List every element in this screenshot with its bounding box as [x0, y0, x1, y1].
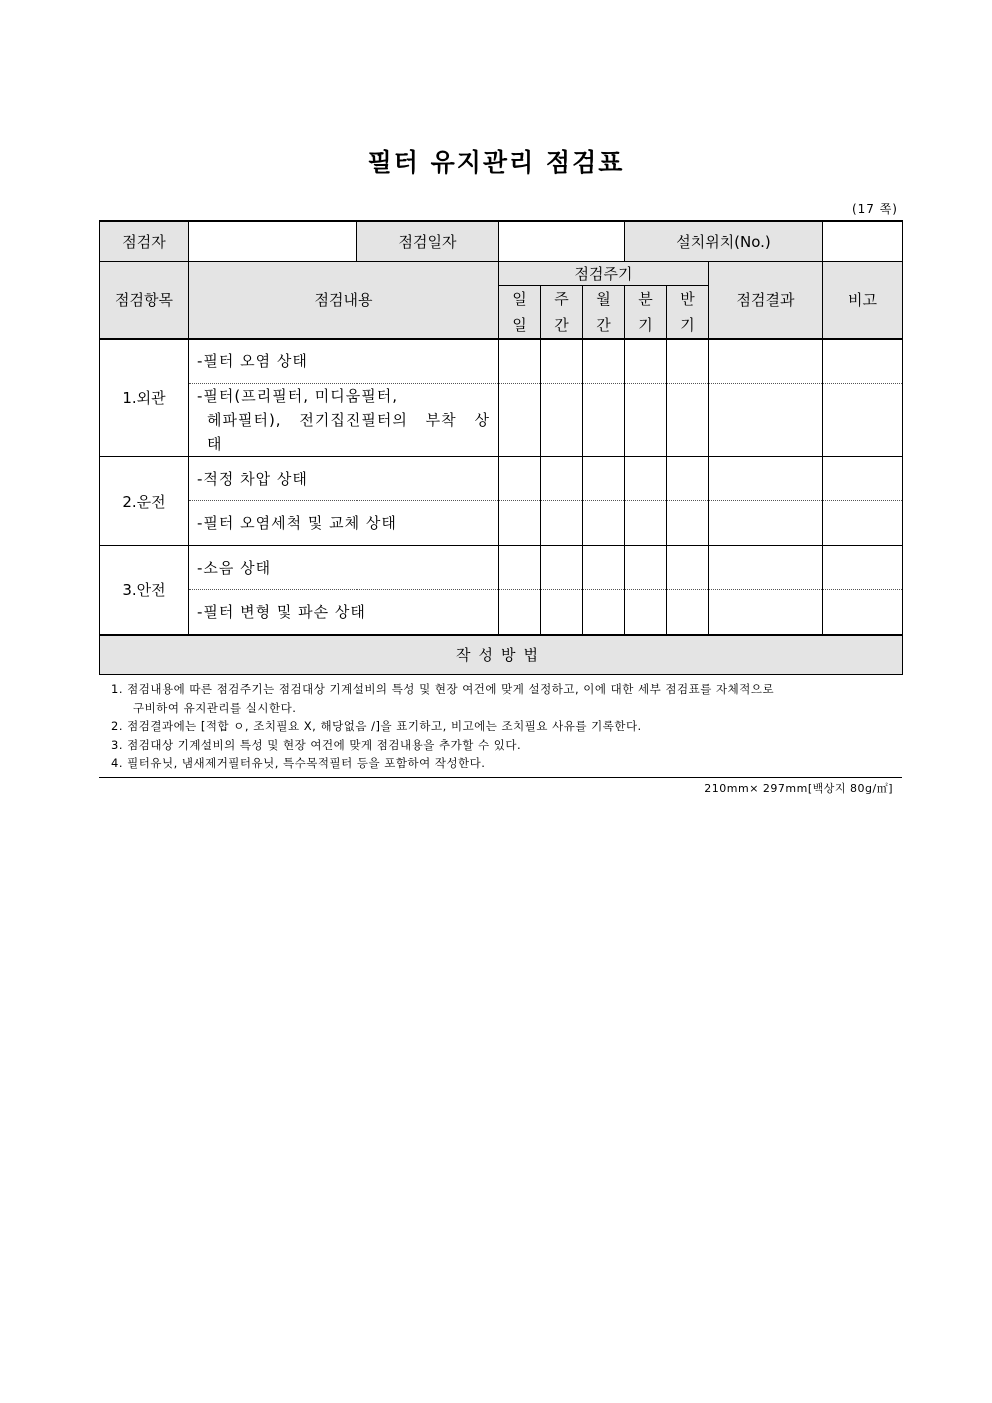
- cell-weekly[interactable]: [541, 546, 583, 590]
- note-3: 3. 점검대상 기계설비의 특성 및 현장 여건에 맞게 점검내용을 추가할 수 있다.: [111, 737, 522, 752]
- note-4: 4. 필터유닛, 냄새제거필터유닛, 특수목적필터 등을 포함하여 작성한다.: [111, 756, 486, 770]
- location-field[interactable]: [823, 221, 903, 261]
- cell-result[interactable]: [709, 501, 823, 546]
- date-field[interactable]: [499, 221, 625, 261]
- cell-result[interactable]: [709, 339, 823, 384]
- cell-weekly[interactable]: [541, 590, 583, 635]
- check-content: -소음 상태: [189, 546, 499, 590]
- cell-remarks[interactable]: [823, 384, 903, 457]
- notes: [111, 680, 901, 773]
- cell-weekly[interactable]: [541, 339, 583, 384]
- cell-result[interactable]: [709, 384, 823, 457]
- note-1-cont: 구비하여 유지관리를 실시한다.: [133, 700, 297, 715]
- section-name: 3.안전: [100, 546, 189, 635]
- cell-daily[interactable]: [499, 590, 541, 635]
- col-cycle-daily: 일 일: [499, 285, 541, 339]
- col-cycle-header: 점검주기: [499, 261, 709, 285]
- check-content: -필터 오염 상태: [189, 339, 499, 384]
- col-content-header: 점검내용: [189, 261, 499, 339]
- cell-quarterly[interactable]: [625, 546, 667, 590]
- cell-result[interactable]: [709, 590, 823, 635]
- cell-remarks[interactable]: [823, 339, 903, 384]
- cell-monthly[interactable]: [583, 546, 625, 590]
- cell-daily[interactable]: [499, 546, 541, 590]
- inspector-label: 점검자: [100, 221, 189, 261]
- cell-half[interactable]: [667, 339, 709, 384]
- cell-result[interactable]: [709, 546, 823, 590]
- method-title: 작성방법: [100, 635, 903, 675]
- cell-result[interactable]: [709, 457, 823, 501]
- col-result-header: 점검결과: [709, 261, 823, 339]
- col-cycle-monthly: 월 간: [583, 285, 625, 339]
- cell-monthly[interactable]: [583, 501, 625, 546]
- section-name: 2.운전: [100, 457, 189, 546]
- cell-half[interactable]: [667, 457, 709, 501]
- col-cycle-quarterly: 분 기: [625, 285, 667, 339]
- cell-monthly[interactable]: [583, 590, 625, 635]
- page-number: (17 쪽): [851, 202, 898, 216]
- cell-quarterly[interactable]: [625, 501, 667, 546]
- cell-half[interactable]: [667, 546, 709, 590]
- cell-remarks[interactable]: [823, 546, 903, 590]
- inspection-table: [99, 220, 903, 675]
- cell-quarterly[interactable]: [625, 457, 667, 501]
- cell-daily[interactable]: [499, 384, 541, 457]
- bottom-divider: [99, 777, 902, 778]
- col-cycle-half: 반 기: [667, 285, 709, 339]
- cell-quarterly[interactable]: [625, 384, 667, 457]
- page-title: 필터 유지관리 점검표: [367, 148, 625, 177]
- check-content: -적정 차압 상태: [189, 457, 499, 501]
- inspector-field[interactable]: [189, 221, 357, 261]
- cell-remarks[interactable]: [823, 457, 903, 501]
- cell-half[interactable]: [667, 590, 709, 635]
- cell-weekly[interactable]: [541, 501, 583, 546]
- location-label: 설치위치(No.): [625, 221, 823, 261]
- col-item-header: 점검항목: [100, 261, 189, 339]
- col-cycle-weekly: 주 간: [541, 285, 583, 339]
- cell-quarterly[interactable]: [625, 590, 667, 635]
- note-2: 2. 점검결과에는 [적합 ㅇ, 조치필요 X, 해당없음 /]을 표기하고, 비고에는 조치필요 사유를 기록한다.: [111, 719, 642, 733]
- cell-monthly[interactable]: [583, 457, 625, 501]
- cell-daily[interactable]: [499, 457, 541, 501]
- col-remarks-header: 비고: [823, 261, 903, 339]
- cell-remarks[interactable]: [823, 501, 903, 546]
- cell-monthly[interactable]: [583, 384, 625, 457]
- cell-half[interactable]: [667, 384, 709, 457]
- date-label: 점검일자: [357, 221, 499, 261]
- cell-weekly[interactable]: [541, 384, 583, 457]
- note-1: 1. 점검내용에 따른 점검주기는 점검대상 기계설비의 특성 및 현장 여건에 맞게 설정하고, 이에 대한 세부 점검표를 자체적으로: [111, 682, 775, 696]
- cell-quarterly[interactable]: [625, 339, 667, 384]
- cell-half[interactable]: [667, 501, 709, 546]
- cell-remarks[interactable]: [823, 590, 903, 635]
- cell-daily[interactable]: [499, 339, 541, 384]
- paper-spec: 210mm× 297mm[백상지 80g/㎡]: [704, 782, 893, 795]
- cell-daily[interactable]: [499, 501, 541, 546]
- section-name: 1.외관: [100, 339, 189, 457]
- check-content: -필터 오염세척 및 교체 상태: [189, 501, 499, 546]
- check-content: -필터(프리필터, 미디움필터, 헤파필터), 전기집진필터의 부착 상 태: [189, 384, 499, 457]
- cell-weekly[interactable]: [541, 457, 583, 501]
- check-content: -필터 변형 및 파손 상태: [189, 590, 499, 635]
- cell-monthly[interactable]: [583, 339, 625, 384]
